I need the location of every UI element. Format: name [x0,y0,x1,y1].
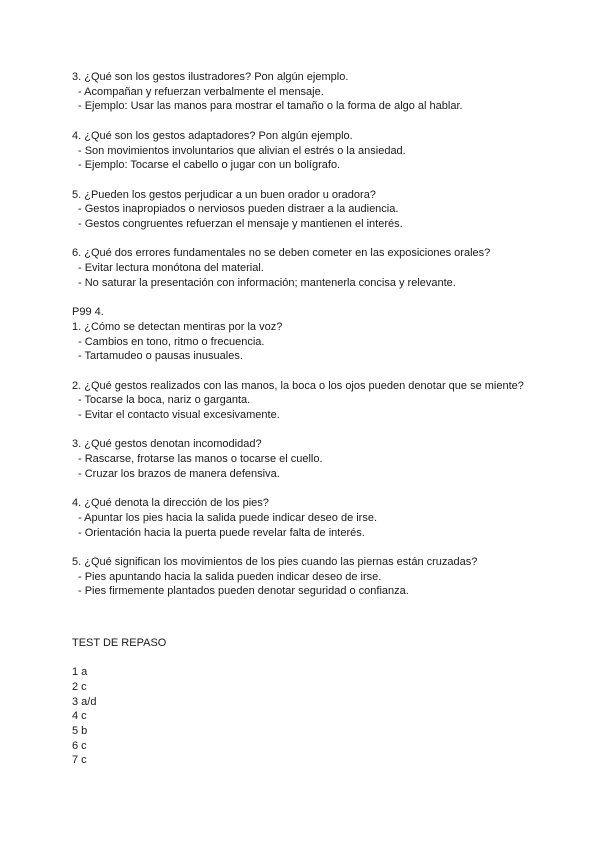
test-answer: 3 a/d [72,695,97,708]
answer: - Evitar lectura monótona del material. [78,262,264,275]
answer: - Cruzar los brazos de manera defensiva. [78,467,280,480]
answer: - Cambios en tono, ritmo o frecuencia. [78,335,265,348]
answer: - Orientación hacia la puerta puede revelar falta de interés. [78,526,365,539]
qa-item [72,379,542,423]
answer: - Acompañan y refuerzan verbalmente el mensaje. [78,85,324,98]
qa-item [72,496,542,540]
test-answer: 6 c [72,739,87,752]
section-label: P99 4. [72,306,104,319]
test-answer-list [72,665,542,768]
answer: - Gestos inapropiados o nerviosos pueden distraer a la audiencia. [78,203,399,216]
answer: - Tocarse la boca, nariz o garganta. [78,394,251,407]
answer: - No saturar la presentación con información; mantenerla concisa y relevante. [78,276,456,289]
document-content [72,70,542,768]
qa-item [72,246,542,290]
qa-item [72,70,542,114]
question: 2. ¿Qué gestos realizados con las manos, la boca o los ojos pueden denotar que se miente? [72,379,524,392]
question: 3. ¿Qué gestos denotan incomodidad? [72,438,262,451]
test-title: TEST DE REPASO [72,636,167,649]
answer: - Apuntar los pies hacia la salida puede indicar deseo de irse. [78,511,378,524]
question: 6. ¿Qué dos errores fundamentales no se deben cometer en las exposiciones orales? [72,247,491,260]
answer: - Son movimientos involuntarios que alivian el estrés o la ansiedad. [78,144,406,157]
question: 4. ¿Qué denota la dirección de los pies? [72,497,269,510]
answer: - Ejemplo: Tocarse el cabello o jugar con un bolígrafo. [78,159,341,172]
answer: - Pies firmemente plantados pueden denotar seguridad o confianza. [78,585,409,598]
qa-item [72,129,542,173]
answer: - Gestos congruentes refuerzan el mensaje y mantienen el interés. [78,218,403,230]
question: 3. ¿Qué son los gestos ilustradores? Pon algún ejemplo. [72,71,349,83]
test-answer: 4 c [72,710,87,723]
test-answer: 7 c [72,754,87,767]
question: 1. ¿Cómo se detectan mentiras por la voz? [72,320,283,333]
answer: - Pies apuntando hacia la salida pueden indicar deseo de irse. [78,570,382,583]
test-answer: 2 c [72,680,87,693]
qa-item [72,555,542,599]
qa-item [72,320,542,364]
test-answer: 1 a [72,666,88,679]
answer: - Ejemplo: Usar las manos para mostrar el tamaño o la forma de algo al hablar. [78,100,463,113]
answer: - Tartamudeo o pausas inusuales. [78,350,243,363]
qa-item [72,437,542,481]
question: 4. ¿Qué son los gestos adaptadores? Pon algún ejemplo. [72,129,353,142]
question: 5. ¿Pueden los gestos perjudicar a un buen orador u oradora? [72,188,376,201]
test-answer: 5 b [72,725,88,738]
answer: - Evitar el contacto visual excesivamente. [78,409,280,422]
answer: - Rascarse, frotarse las manos o tocarse el cuello. [78,453,323,466]
qa-item [72,188,542,232]
question: 5. ¿Qué significan los movimientos de los pies cuando las piernas están cruzadas? [72,556,478,569]
